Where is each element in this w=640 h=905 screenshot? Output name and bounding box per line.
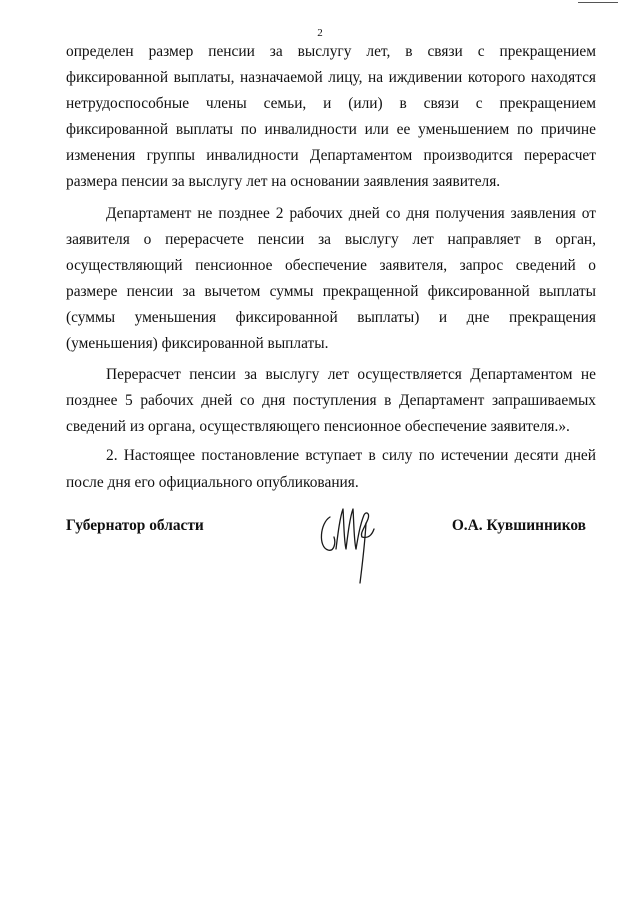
document-body <box>66 39 596 496</box>
paragraph-continuation: определен размер пенсии за выслугу лет, в связи с прекращением фиксированной выплаты, назначаемой лицу, на иждивении которого находятся нетрудоспособные члены семьи, и (или) в связи с прекращением фиксированной выплаты по инвалидности или ее уменьшением по причине изменения группы инвалидности Департаментом производится перерасчет размера пенсии за выслугу лет на основании заявления заявителя. <box>66 43 596 191</box>
handwritten-signature <box>316 503 378 585</box>
paragraph-department-request: Департамент не позднее 2 рабочих дней со дня получения заявления от заявителя о перерасчете пенсии за выслугу лет направляет в орган, осуществляющий пенсионное обеспечение заявителя, запрос сведений о размере пенсии за вычетом суммы прекращенной фиксированной выплаты (суммы уменьшения фиксированной выплаты) и дне прекращения (уменьшения) фиксированной выплаты. <box>66 204 596 353</box>
signatory-name: О.А. Кувшинников <box>451 517 586 534</box>
page-number: 2 <box>317 27 323 39</box>
paragraph-effective-date: 2. Настоящее постановление вступает в силу по истечении десяти дней после дня его официального опубликования. <box>66 447 596 491</box>
paragraph-recalculation: Перерасчет пенсии за выслугу лет осуществляется Департаментом не позднее 5 рабочих дней со дня поступления в Департамент запрашиваемых сведений из органа, осуществляющего пенсионное обеспечение заявителя.». <box>66 366 596 436</box>
signatory-title: Губернатор области <box>66 517 204 534</box>
header-corner-mark <box>578 0 618 3</box>
